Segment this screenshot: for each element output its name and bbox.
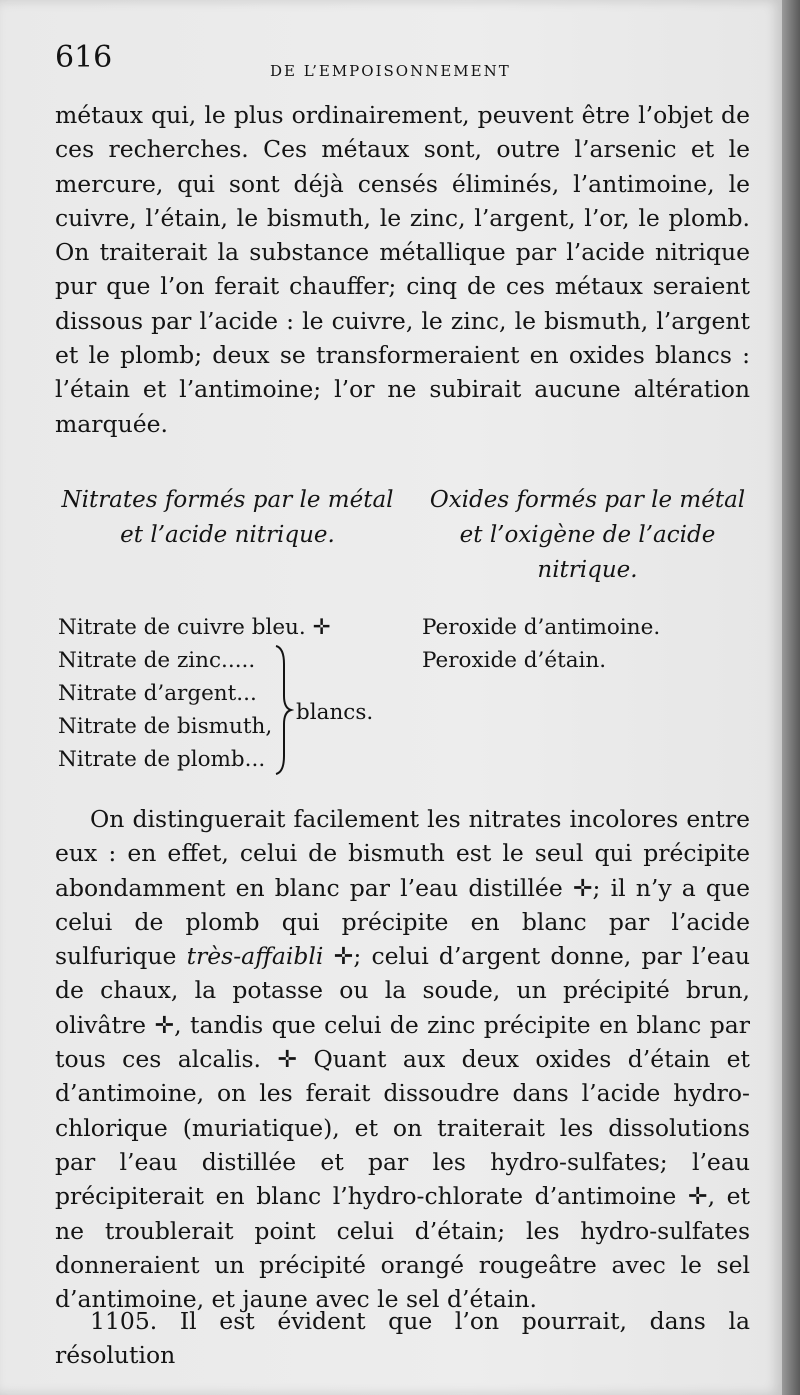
page-edge xyxy=(782,0,800,1395)
nitrate-row: Nitrate de zinc..... xyxy=(58,648,256,673)
nitrate-row: Nitrate d’argent... xyxy=(58,681,257,706)
paragraph-1: métaux qui, le plus ordinairement, peuvent être l’objet de ces recherches. Ces métaux sont, outre l’arsenic et le mercure, qui sont déjà censés éliminés, l’antimoine, le cuivre, l’étain, le bismuth, le zinc, l’argent, l’or, le plomb. On traiterait la substance métallique par l’acide nitrique pur que l’on ferait chauffer; cinq de ces métaux seraient dissous par l’acide : le cuivre, le zinc, le bismuth, l’argent et le plomb; deux se transformeraient en oxides blancs : l’étain et l’antimoine; l’or ne subirait aucune altération marquée. xyxy=(55,101,750,438)
nitrate-row: Nitrate de plomb... xyxy=(58,747,266,772)
oxide-row: Peroxide d’étain. xyxy=(422,648,607,673)
brace-bracket xyxy=(272,644,294,776)
page-number: 616 xyxy=(55,40,113,75)
oxide-row: Peroxide d’antimoine. xyxy=(422,615,661,640)
table-heading-nitrates: Nitrates formés par le métal et l’acide nitrique. xyxy=(61,487,394,548)
paragraph-3: 1105. Il est évident que l’on pourrait, dans la résolution xyxy=(55,1307,750,1370)
brace-label: blancs. xyxy=(296,700,374,725)
table-heading-oxides: Oxides formés par le métal et l’oxigène de l’acide nitrique. xyxy=(429,487,746,583)
paragraph-2-italic: très-affaibli xyxy=(186,942,324,971)
paragraph-2-text-end: ✛; celui d’argent donne, par l’eau de chaux, la potasse ou la soude, un précipité brun, olivâtre ✛, tandis que celui de zinc précipite en blanc par tous ces alcalis. ✛ Quant aux deux oxides d’étain et d’antimoine, on les ferait dissoudre dans l’acide hydro-chlorique (muriatique), et on traiterait les dissolutions par l’eau distillée et par les hydro-sulfates; l’eau précipiterait en blanc l’hydro-chlorate d’antimoine ✛, et ne troublerait point celui d’étain; les hydro-sulfates donneraient un précipité orangé rougeâtre avec le sel d’antimoine, et jaune avec le sel d’étain. xyxy=(55,942,750,1314)
nitrate-row: Nitrate de bismuth, xyxy=(58,714,273,739)
nitrate-row: Nitrate de cuivre bleu. ✛ xyxy=(58,615,331,640)
running-head: DE L’EMPOISONNEMENT xyxy=(270,62,511,80)
paragraph-2 xyxy=(55,802,750,1316)
paragraph-2-text: On distinguerait facilement les nitrates incolores entre eux : en effet, celui de bismuth est le seul qui précipite abondamment en blanc par l’eau distillée ✛; il n’y a que celui de plomb qui précipite en blanc par l’acide sulfurique xyxy=(55,805,750,971)
